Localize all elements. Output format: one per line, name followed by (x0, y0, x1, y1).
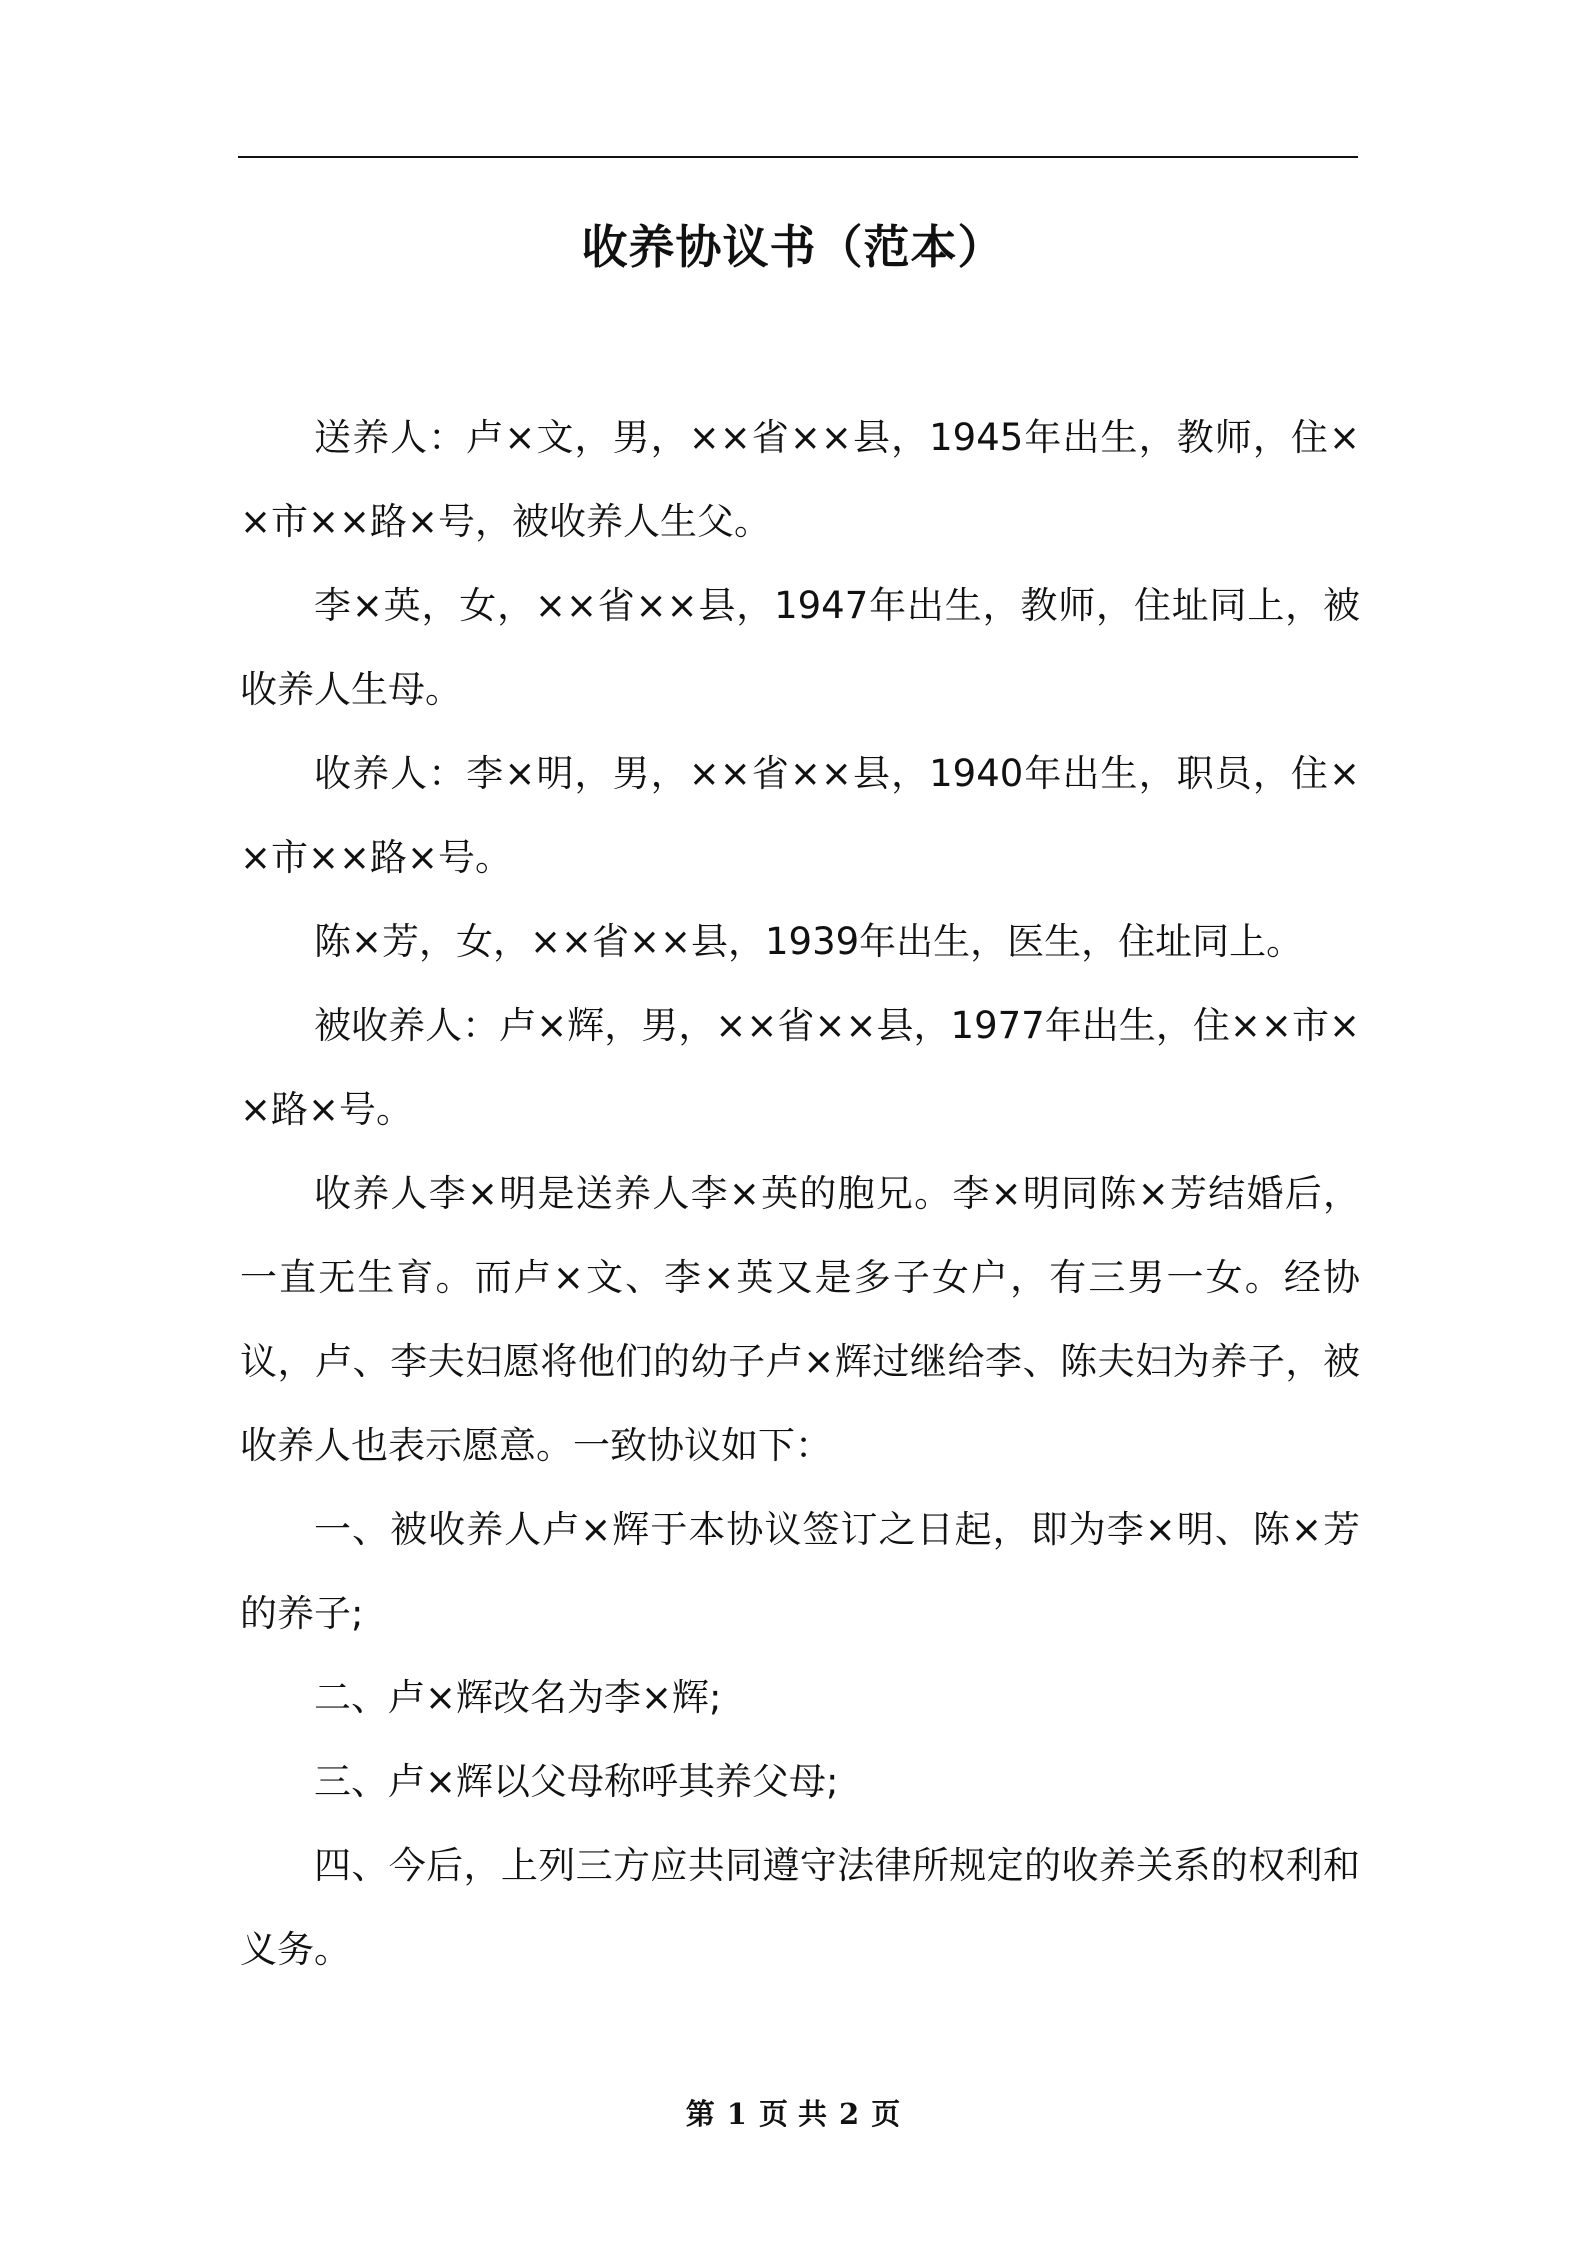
paragraph-background: 收养人李×明是送养人李×英的胞兄。李×明同陈×芳结婚后，一直无生育。而卢×文、李×英又是多子女户，有三男一女。经协议，卢、李夫妇愿将他们的幼子卢×辉过继给李、陈夫妇为养子，被收养人也表示愿意。一致协议如下： (240, 1172, 1360, 1467)
clause-4: 四、今后，上列三方应共同遵守法律所规定的收养关系的权利和义务。 (240, 1844, 1360, 1971)
page-label-mid: 页 共 (758, 2097, 828, 2131)
header-rule (238, 156, 1358, 158)
page-label-prefix: 第 (685, 2097, 715, 2131)
clause-1: 一、被收养人卢×辉于本协议签订之日起，即为李×明、陈×芳的养子; (240, 1508, 1360, 1635)
total-pages: 2 (839, 2097, 860, 2131)
clause-2: 二、卢×辉改名为李×辉; (314, 1676, 722, 1719)
paragraph-adoptive-mother: 陈×芳，女，××省××县，1939年出生，医生，住址同上。 (314, 920, 1304, 963)
document-title: 收养协议书（范本） (581, 220, 1005, 274)
page-number (0, 2094, 1586, 2134)
paragraph-adopter-mother: 李×英，女，××省××县，1947年出生，教师，住址同上，被收养人生母。 (240, 584, 1360, 711)
paragraph-adopter-father: 送养人：卢×文，男，××省××县，1945年出生，教师，住××市××路×号，被收养人生父。 (240, 416, 1360, 543)
document-body (240, 396, 1360, 1992)
paragraph-adoptive-father: 收养人：李×明，男，××省××县，1940年出生，职员，住××市××路×号。 (240, 752, 1360, 879)
paragraph-adoptee: 被收养人：卢×辉，男，××省××县，1977年出生，住××市××路×号。 (240, 1004, 1360, 1131)
current-page: 1 (726, 2097, 747, 2131)
page-label-suffix: 页 (871, 2097, 901, 2131)
clause-3: 三、卢×辉以父母称呼其养父母; (314, 1760, 839, 1803)
